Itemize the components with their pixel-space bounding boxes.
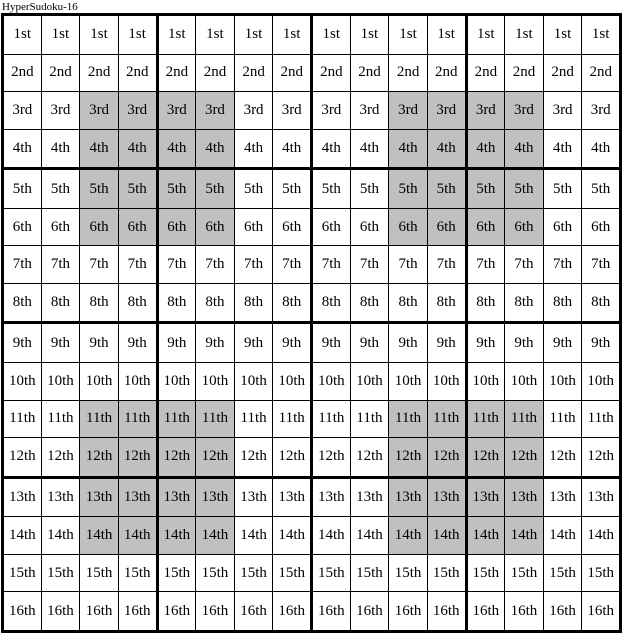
grid-cell[interactable]: 8th — [466, 283, 505, 323]
grid-cell[interactable]: 13th — [466, 477, 505, 517]
grid-cell[interactable]: 15th — [466, 554, 505, 592]
grid-cell[interactable]: 11th — [505, 400, 544, 438]
grid-cell[interactable]: 12th — [273, 438, 312, 478]
grid-cell[interactable]: 7th — [505, 246, 544, 284]
grid-cell[interactable]: 9th — [273, 323, 312, 363]
grid-row — [3, 363, 621, 401]
grid-row — [3, 592, 621, 632]
grid-cell[interactable]: 1st — [41, 15, 80, 55]
grid-cell[interactable]: 3rd — [582, 92, 621, 130]
grid-cell[interactable]: 7th — [273, 246, 312, 284]
grid-cell[interactable]: 5th — [582, 169, 621, 209]
grid-cell[interactable]: 9th — [80, 323, 119, 363]
grid-cell[interactable]: 13th — [505, 477, 544, 517]
grid-cell[interactable]: 3rd — [196, 92, 235, 130]
grid-cell[interactable]: 4th — [582, 129, 621, 169]
grid-cell[interactable]: 11th — [80, 400, 119, 438]
grid-cell[interactable]: 15th — [273, 554, 312, 592]
grid-cell[interactable]: 5th — [543, 169, 582, 209]
grid-cell[interactable]: 12th — [350, 438, 389, 478]
grid-row — [3, 208, 621, 246]
grid-cell[interactable]: 12th — [3, 438, 42, 478]
grid-cell[interactable]: 1st — [582, 15, 621, 55]
grid-cell[interactable]: 7th — [466, 246, 505, 284]
grid-cell[interactable]: 8th — [234, 283, 273, 323]
grid-cell[interactable]: 1st — [389, 15, 428, 55]
grid-cell[interactable]: 11th — [118, 400, 157, 438]
grid-cell[interactable]: 10th — [80, 363, 119, 401]
grid-cell[interactable]: 11th — [427, 400, 466, 438]
grid-cell[interactable]: 12th — [466, 438, 505, 478]
grid-cell[interactable]: 13th — [118, 477, 157, 517]
grid-cell[interactable]: 13th — [427, 477, 466, 517]
grid-cell[interactable]: 12th — [543, 438, 582, 478]
grid-cell[interactable]: 2nd — [312, 54, 351, 92]
grid-cell[interactable]: 4th — [118, 129, 157, 169]
grid-cell[interactable]: 7th — [234, 246, 273, 284]
grid-cell[interactable]: 2nd — [543, 54, 582, 92]
grid-cell[interactable]: 9th — [543, 323, 582, 363]
grid-cell[interactable]: 5th — [3, 169, 42, 209]
grid-cell[interactable]: 15th — [543, 554, 582, 592]
page-title: HyperSudoku-16 — [2, 1, 78, 13]
grid-cell[interactable]: 11th — [350, 400, 389, 438]
grid-cell[interactable]: 10th — [41, 363, 80, 401]
grid-cell[interactable]: 6th — [312, 208, 351, 246]
grid-cell[interactable]: 6th — [543, 208, 582, 246]
grid-cell[interactable]: 4th — [466, 129, 505, 169]
grid-cell[interactable]: 2nd — [427, 54, 466, 92]
grid-cell[interactable]: 6th — [157, 208, 196, 246]
grid-cell[interactable]: 16th — [582, 592, 621, 632]
grid-cell[interactable]: 10th — [427, 363, 466, 401]
grid-cell[interactable]: 9th — [196, 323, 235, 363]
grid-cell[interactable]: 13th — [41, 477, 80, 517]
grid-row — [3, 15, 621, 55]
grid-cell[interactable]: 1st — [118, 15, 157, 55]
grid-cell[interactable]: 13th — [389, 477, 428, 517]
grid-cell[interactable]: 2nd — [273, 54, 312, 92]
grid-cell[interactable]: 7th — [350, 246, 389, 284]
grid-cell[interactable]: 5th — [196, 169, 235, 209]
hyper-sudoku-grid — [1, 13, 622, 633]
grid-cell[interactable]: 15th — [3, 554, 42, 592]
grid-cell[interactable]: 2nd — [582, 54, 621, 92]
grid-cell[interactable]: 5th — [312, 169, 351, 209]
grid-cell[interactable]: 15th — [427, 554, 466, 592]
grid-row — [3, 92, 621, 130]
grid-cell[interactable]: 3rd — [505, 92, 544, 130]
grid-cell[interactable]: 10th — [312, 363, 351, 401]
grid-cell[interactable]: 5th — [427, 169, 466, 209]
grid-cell[interactable]: 16th — [196, 592, 235, 632]
grid-cell[interactable]: 14th — [389, 517, 428, 555]
grid-cell[interactable]: 13th — [80, 477, 119, 517]
grid-cell[interactable]: 4th — [196, 129, 235, 169]
grid-cell[interactable]: 15th — [41, 554, 80, 592]
grid-cell[interactable]: 8th — [543, 283, 582, 323]
grid-cell[interactable]: 9th — [466, 323, 505, 363]
grid-cell[interactable]: 12th — [80, 438, 119, 478]
grid-cell[interactable]: 1st — [543, 15, 582, 55]
grid-cell[interactable]: 14th — [427, 517, 466, 555]
grid-row — [3, 323, 621, 363]
grid-cell[interactable]: 5th — [273, 169, 312, 209]
grid-cell[interactable]: 13th — [582, 477, 621, 517]
grid-cell[interactable]: 12th — [157, 438, 196, 478]
grid-cell[interactable]: 14th — [505, 517, 544, 555]
grid-cell[interactable]: 16th — [466, 592, 505, 632]
grid-cell[interactable]: 1st — [350, 15, 389, 55]
grid-cell[interactable]: 10th — [543, 363, 582, 401]
grid-cell[interactable]: 2nd — [3, 54, 42, 92]
grid-cell[interactable]: 7th — [3, 246, 42, 284]
grid-cell[interactable]: 11th — [3, 400, 42, 438]
grid-cell[interactable]: 3rd — [273, 92, 312, 130]
grid-cell[interactable]: 16th — [118, 592, 157, 632]
grid-cell[interactable]: 2nd — [466, 54, 505, 92]
grid-cell[interactable]: 14th — [466, 517, 505, 555]
grid-cell[interactable]: 16th — [157, 592, 196, 632]
grid-cell[interactable]: 5th — [157, 169, 196, 209]
grid-cell[interactable]: 15th — [389, 554, 428, 592]
grid-cell[interactable]: 10th — [273, 363, 312, 401]
grid-cell[interactable]: 8th — [389, 283, 428, 323]
grid-cell[interactable]: 13th — [157, 477, 196, 517]
grid-cell[interactable]: 14th — [80, 517, 119, 555]
grid-cell[interactable]: 4th — [427, 129, 466, 169]
grid-cell[interactable]: 2nd — [41, 54, 80, 92]
grid-cell[interactable]: 3rd — [543, 92, 582, 130]
grid-row — [3, 554, 621, 592]
grid-cell[interactable]: 6th — [273, 208, 312, 246]
grid-cell[interactable]: 14th — [273, 517, 312, 555]
grid-cell[interactable]: 5th — [41, 169, 80, 209]
grid-cell[interactable]: 14th — [41, 517, 80, 555]
grid-cell[interactable]: 8th — [80, 283, 119, 323]
grid-cell[interactable]: 9th — [234, 323, 273, 363]
grid-cell[interactable]: 3rd — [312, 92, 351, 130]
grid-cell[interactable]: 4th — [234, 129, 273, 169]
grid-cell[interactable]: 1st — [466, 15, 505, 55]
grid-cell[interactable]: 9th — [3, 323, 42, 363]
grid-cell[interactable]: 9th — [389, 323, 428, 363]
grid-cell[interactable]: 1st — [234, 15, 273, 55]
grid-cell[interactable]: 3rd — [118, 92, 157, 130]
grid-cell[interactable]: 7th — [582, 246, 621, 284]
grid-cell[interactable]: 6th — [80, 208, 119, 246]
grid-cell[interactable]: 12th — [582, 438, 621, 478]
grid-cell[interactable]: 10th — [466, 363, 505, 401]
grid-cell[interactable]: 10th — [582, 363, 621, 401]
grid-row — [3, 169, 621, 209]
grid-cell[interactable]: 16th — [389, 592, 428, 632]
grid-cell[interactable]: 15th — [582, 554, 621, 592]
grid-cell[interactable]: 11th — [582, 400, 621, 438]
grid-cell[interactable]: 9th — [157, 323, 196, 363]
grid-cell[interactable]: 14th — [3, 517, 42, 555]
grid-cell[interactable]: 9th — [118, 323, 157, 363]
grid-cell[interactable]: 13th — [196, 477, 235, 517]
grid-cell[interactable]: 16th — [80, 592, 119, 632]
grid-cell[interactable]: 5th — [234, 169, 273, 209]
grid-cell[interactable]: 15th — [505, 554, 544, 592]
grid-cell[interactable]: 16th — [543, 592, 582, 632]
grid-cell[interactable]: 14th — [350, 517, 389, 555]
grid-cell[interactable]: 6th — [118, 208, 157, 246]
grid-cell[interactable]: 3rd — [234, 92, 273, 130]
grid-cell[interactable]: 10th — [3, 363, 42, 401]
grid-cell[interactable]: 3rd — [389, 92, 428, 130]
grid-cell[interactable]: 11th — [41, 400, 80, 438]
grid-cell[interactable]: 15th — [157, 554, 196, 592]
grid-body — [3, 15, 621, 632]
grid-cell[interactable]: 16th — [350, 592, 389, 632]
grid-cell[interactable]: 8th — [582, 283, 621, 323]
grid-cell[interactable]: 10th — [389, 363, 428, 401]
grid-cell[interactable]: 4th — [505, 129, 544, 169]
grid-cell[interactable]: 5th — [80, 169, 119, 209]
grid-cell[interactable]: 6th — [389, 208, 428, 246]
grid-cell[interactable]: 12th — [505, 438, 544, 478]
grid-cell[interactable]: 11th — [543, 400, 582, 438]
grid-cell[interactable]: 11th — [466, 400, 505, 438]
grid-cell[interactable]: 16th — [234, 592, 273, 632]
grid-row — [3, 438, 621, 478]
grid-cell[interactable]: 2nd — [157, 54, 196, 92]
grid-cell[interactable]: 15th — [312, 554, 351, 592]
grid-cell[interactable]: 12th — [118, 438, 157, 478]
grid-cell[interactable]: 14th — [118, 517, 157, 555]
grid-cell[interactable]: 11th — [389, 400, 428, 438]
grid-cell[interactable]: 1st — [157, 15, 196, 55]
grid-cell[interactable]: 8th — [157, 283, 196, 323]
grid-cell[interactable]: 3rd — [427, 92, 466, 130]
grid-cell[interactable]: 7th — [312, 246, 351, 284]
grid-cell[interactable]: 11th — [312, 400, 351, 438]
grid-cell[interactable]: 13th — [312, 477, 351, 517]
grid-cell[interactable]: 16th — [273, 592, 312, 632]
grid-cell[interactable]: 4th — [3, 129, 42, 169]
grid-cell[interactable]: 16th — [41, 592, 80, 632]
grid-cell[interactable]: 16th — [427, 592, 466, 632]
grid-cell[interactable]: 2nd — [350, 54, 389, 92]
grid-cell[interactable]: 8th — [427, 283, 466, 323]
grid-cell[interactable]: 2nd — [118, 54, 157, 92]
grid-cell[interactable]: 13th — [273, 477, 312, 517]
grid-cell[interactable]: 9th — [350, 323, 389, 363]
grid-cell[interactable]: 1st — [3, 15, 42, 55]
grid-cell[interactable]: 13th — [350, 477, 389, 517]
grid-cell[interactable]: 10th — [350, 363, 389, 401]
grid-cell[interactable]: 10th — [196, 363, 235, 401]
grid-cell[interactable]: 14th — [157, 517, 196, 555]
grid-cell[interactable]: 4th — [389, 129, 428, 169]
grid-cell[interactable]: 7th — [41, 246, 80, 284]
grid-cell[interactable]: 4th — [157, 129, 196, 169]
grid-cell[interactable]: 9th — [312, 323, 351, 363]
grid-cell[interactable]: 12th — [41, 438, 80, 478]
grid-cell[interactable]: 3rd — [41, 92, 80, 130]
grid-cell[interactable]: 10th — [234, 363, 273, 401]
grid-cell[interactable]: 8th — [350, 283, 389, 323]
grid-row — [3, 517, 621, 555]
grid-cell[interactable]: 14th — [196, 517, 235, 555]
grid-cell[interactable]: 12th — [234, 438, 273, 478]
grid-cell[interactable]: 14th — [582, 517, 621, 555]
grid-cell[interactable]: 4th — [350, 129, 389, 169]
grid-cell[interactable]: 4th — [312, 129, 351, 169]
grid-cell[interactable]: 2nd — [196, 54, 235, 92]
grid-cell[interactable]: 9th — [582, 323, 621, 363]
grid-cell[interactable]: 3rd — [80, 92, 119, 130]
grid-cell[interactable]: 8th — [41, 283, 80, 323]
grid-cell[interactable]: 15th — [350, 554, 389, 592]
grid-cell[interactable]: 5th — [350, 169, 389, 209]
grid-row — [3, 54, 621, 92]
grid-cell[interactable]: 2nd — [505, 54, 544, 92]
grid-cell[interactable]: 16th — [3, 592, 42, 632]
grid-cell[interactable]: 8th — [118, 283, 157, 323]
grid-cell[interactable]: 11th — [234, 400, 273, 438]
grid-cell[interactable]: 8th — [505, 283, 544, 323]
grid-cell[interactable]: 4th — [543, 129, 582, 169]
grid-cell[interactable]: 7th — [389, 246, 428, 284]
grid-cell[interactable]: 7th — [543, 246, 582, 284]
grid-cell[interactable]: 9th — [41, 323, 80, 363]
grid-cell[interactable]: 11th — [157, 400, 196, 438]
grid-cell[interactable]: 15th — [196, 554, 235, 592]
grid-cell[interactable]: 2nd — [389, 54, 428, 92]
grid-cell[interactable]: 7th — [196, 246, 235, 284]
grid-cell[interactable]: 10th — [505, 363, 544, 401]
grid-cell[interactable]: 6th — [41, 208, 80, 246]
grid-cell[interactable]: 7th — [157, 246, 196, 284]
grid-cell[interactable]: 13th — [543, 477, 582, 517]
grid-cell[interactable]: 9th — [427, 323, 466, 363]
grid-cell[interactable]: 10th — [118, 363, 157, 401]
grid-cell[interactable]: 14th — [543, 517, 582, 555]
grid-cell[interactable]: 10th — [157, 363, 196, 401]
grid-cell[interactable]: 11th — [196, 400, 235, 438]
grid-cell[interactable]: 1st — [80, 15, 119, 55]
grid-cell[interactable]: 1st — [273, 15, 312, 55]
grid-cell[interactable]: 6th — [505, 208, 544, 246]
grid-row — [3, 246, 621, 284]
grid-cell[interactable]: 12th — [427, 438, 466, 478]
grid-cell[interactable]: 12th — [312, 438, 351, 478]
grid-cell[interactable]: 1st — [505, 15, 544, 55]
grid-cell[interactable]: 15th — [118, 554, 157, 592]
grid-cell[interactable]: 6th — [582, 208, 621, 246]
grid-cell[interactable]: 15th — [80, 554, 119, 592]
grid-cell[interactable]: 3rd — [466, 92, 505, 130]
grid-row — [3, 400, 621, 438]
grid-cell[interactable]: 8th — [273, 283, 312, 323]
grid-cell[interactable]: 12th — [389, 438, 428, 478]
grid-cell[interactable]: 7th — [118, 246, 157, 284]
grid-cell[interactable]: 1st — [427, 15, 466, 55]
grid-cell[interactable]: 3rd — [157, 92, 196, 130]
grid-row — [3, 477, 621, 517]
grid-cell[interactable]: 14th — [234, 517, 273, 555]
grid-cell[interactable]: 4th — [41, 129, 80, 169]
grid-cell[interactable]: 8th — [312, 283, 351, 323]
grid-cell[interactable]: 15th — [234, 554, 273, 592]
grid-cell[interactable]: 14th — [312, 517, 351, 555]
grid-cell[interactable]: 2nd — [234, 54, 273, 92]
grid-cell[interactable]: 12th — [196, 438, 235, 478]
grid-cell[interactable]: 16th — [505, 592, 544, 632]
grid-cell[interactable]: 5th — [505, 169, 544, 209]
grid-cell[interactable]: 5th — [389, 169, 428, 209]
grid-cell[interactable]: 3rd — [3, 92, 42, 130]
grid-cell[interactable]: 8th — [3, 283, 42, 323]
grid-cell[interactable]: 5th — [118, 169, 157, 209]
grid-cell[interactable]: 7th — [427, 246, 466, 284]
grid-cell[interactable]: 13th — [3, 477, 42, 517]
grid-cell[interactable]: 5th — [466, 169, 505, 209]
grid-cell[interactable]: 6th — [196, 208, 235, 246]
grid-cell[interactable]: 9th — [505, 323, 544, 363]
grid-cell[interactable]: 4th — [80, 129, 119, 169]
grid-row — [3, 283, 621, 323]
grid-cell[interactable]: 3rd — [350, 92, 389, 130]
grid-cell[interactable]: 6th — [3, 208, 42, 246]
grid-cell[interactable]: 1st — [196, 15, 235, 55]
grid-cell[interactable]: 4th — [273, 129, 312, 169]
grid-cell[interactable]: 16th — [312, 592, 351, 632]
grid-cell[interactable]: 7th — [80, 246, 119, 284]
grid-cell[interactable]: 8th — [196, 283, 235, 323]
grid-cell[interactable]: 6th — [466, 208, 505, 246]
grid-row — [3, 129, 621, 169]
grid-cell[interactable]: 6th — [350, 208, 389, 246]
grid-cell[interactable]: 1st — [312, 15, 351, 55]
grid-cell[interactable]: 6th — [427, 208, 466, 246]
grid-cell[interactable]: 13th — [234, 477, 273, 517]
grid-cell[interactable]: 6th — [234, 208, 273, 246]
grid-cell[interactable]: 11th — [273, 400, 312, 438]
grid-cell[interactable]: 2nd — [80, 54, 119, 92]
